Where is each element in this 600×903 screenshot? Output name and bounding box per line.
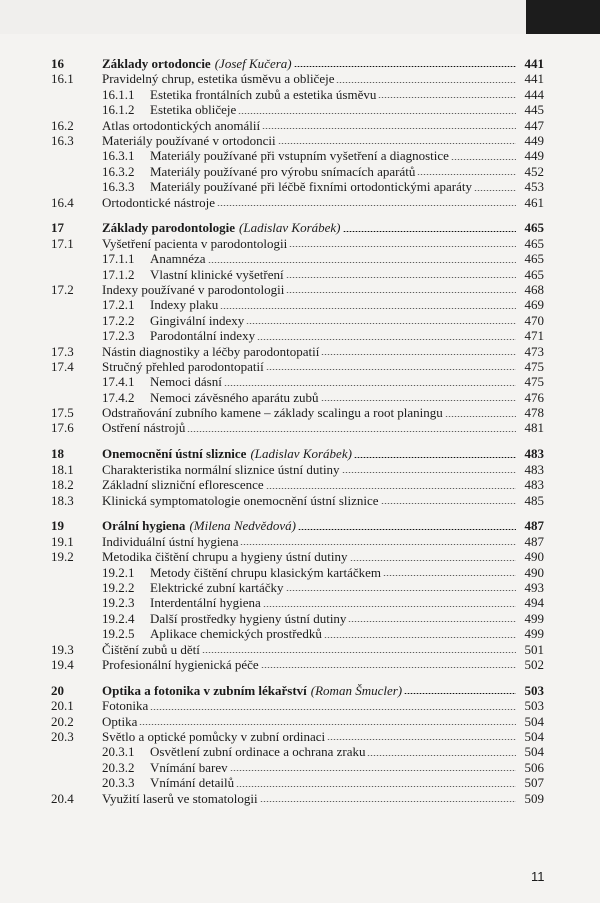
toc-number: 16.3 [51, 132, 74, 148]
dot-leader [246, 323, 516, 324]
toc-entry-body [102, 297, 544, 312]
toc-entry-body [102, 744, 544, 759]
dot-leader [266, 369, 516, 370]
toc-author: (Milena Nedvědová) [189, 518, 296, 534]
dot-leader [202, 652, 516, 653]
toc-entry-body [102, 611, 544, 626]
toc-entry-body [102, 714, 544, 729]
toc-title: Materiály používané při vstupním vyšetření a diagnostice [150, 148, 449, 164]
toc-subsection-row [0, 102, 600, 117]
toc-page-number: 452 [524, 163, 544, 179]
dot-leader [343, 231, 516, 232]
toc-number: 16 [51, 56, 64, 71]
toc-page-number: 481 [524, 420, 544, 436]
dot-leader [383, 575, 516, 576]
toc-page-number: 483 [524, 477, 544, 493]
toc-page-number: 475 [524, 358, 544, 374]
toc-entry-body [102, 359, 544, 374]
toc-subsection-row [0, 164, 600, 179]
dot-leader [324, 637, 516, 638]
toc-title: Materiály používané v ortodoncii [102, 132, 276, 148]
toc-entry-body [102, 580, 544, 595]
toc-number: 17.6 [51, 420, 74, 436]
toc-page-number: 490 [524, 549, 544, 565]
toc-subsection-row [0, 374, 600, 389]
toc-page-number: 475 [524, 374, 544, 390]
dot-leader [321, 400, 516, 401]
toc-subsection-row [0, 760, 600, 775]
toc-author: (Roman Šmucler) [310, 682, 403, 698]
toc-subsection-row [0, 744, 600, 759]
toc-page-number: 473 [524, 343, 544, 359]
toc-entry-body [102, 683, 544, 698]
toc-number: 17 [51, 220, 64, 236]
toc-entry-body [102, 87, 544, 102]
toc-entry-body [102, 698, 544, 713]
dot-leader [381, 503, 516, 504]
toc-entry-body [102, 133, 544, 148]
toc-author: (Ladislav Korábek) [239, 220, 341, 236]
toc-subsection-row [0, 595, 600, 610]
dot-leader [236, 786, 516, 787]
toc-section-row [0, 344, 600, 359]
toc-subsection-row [0, 390, 600, 405]
toc-title: Nemoci dásní [150, 374, 222, 390]
toc-entry-body [102, 220, 544, 235]
toc-entry-body [102, 549, 544, 564]
toc-title: Optika [102, 713, 138, 729]
toc-number: 17.3 [51, 343, 74, 359]
toc-title: Orální hygiena [102, 518, 186, 534]
toc-number: 17.1 [51, 235, 74, 251]
toc-page-number: 453 [524, 179, 544, 195]
dot-leader [350, 560, 516, 561]
toc-entry-body [102, 313, 544, 328]
toc-section-row [0, 657, 600, 672]
toc-number: 18.3 [51, 492, 74, 508]
toc-entry-body [102, 251, 544, 266]
toc-section-row [0, 118, 600, 133]
toc-page-number: 465 [524, 266, 544, 282]
toc-title: Stručný přehled parodontopatií [102, 358, 264, 374]
toc-title: Základy parodontologie [102, 220, 236, 236]
dot-leader [262, 128, 516, 129]
toc-entry-body [102, 282, 544, 297]
toc-subnumber: 16.3.1 [102, 148, 135, 164]
toc-title: Vnímání barev [150, 759, 228, 775]
dot-leader [187, 431, 516, 432]
toc-title: Vyšetření pacienta v parodontologii [102, 235, 288, 251]
toc-number: 19.1 [51, 533, 74, 549]
toc-entry-body [102, 565, 544, 580]
toc-entry-body [102, 729, 544, 744]
dot-leader [220, 308, 516, 309]
toc-entry-body [102, 374, 544, 389]
toc-section-row [0, 477, 600, 492]
dot-leader [286, 590, 516, 591]
dot-leader [261, 667, 516, 668]
toc-entry-body [102, 179, 544, 194]
toc-page-number: 461 [524, 194, 544, 210]
toc-subsection-row [0, 775, 600, 790]
toc-entry-body [102, 328, 544, 343]
toc-number: 20.1 [51, 698, 74, 714]
toc-subsection-row [0, 580, 600, 595]
corner-thumb-tab [526, 0, 600, 34]
toc-number: 20 [51, 682, 64, 698]
toc-title: Světlo a optické pomůcky v zubní ordinaci [102, 729, 326, 745]
toc-number: 17.4 [51, 358, 74, 374]
toc-chapter-row [0, 518, 600, 533]
toc-title: Optika a fotonika v zubním lékařství [102, 682, 307, 698]
toc-entry-body [102, 760, 544, 775]
toc-subsection-row [0, 179, 600, 194]
dot-leader [367, 755, 516, 756]
dot-leader [286, 277, 516, 278]
toc-title: Základy ortodoncie [102, 56, 211, 71]
toc-subnumber: 17.2.2 [102, 312, 135, 328]
toc-page-number: 441 [524, 56, 544, 71]
toc-title: Ortodontické nástroje [102, 194, 215, 210]
toc-entry-body [102, 595, 544, 610]
toc-title: Onemocnění ústní sliznice [102, 446, 247, 462]
toc-subsection-row [0, 148, 600, 163]
dot-leader [348, 621, 516, 622]
toc-title: Další prostředky hygieny ústní dutiny [150, 610, 347, 626]
toc-page-number: 501 [524, 641, 544, 657]
toc-title: Pravidelný chrup, estetika úsměvu a obličeje [102, 71, 335, 87]
toc-subsection-row [0, 626, 600, 641]
toc-number: 19 [51, 518, 64, 534]
toc-subsection-row [0, 611, 600, 626]
toc-page-number: 478 [524, 405, 544, 421]
toc-section-row [0, 729, 600, 744]
dot-leader [342, 472, 516, 473]
toc-section-row [0, 71, 600, 86]
toc-title: Estetika obličeje [150, 102, 237, 118]
toc-page-number: 502 [524, 656, 544, 672]
toc-number: 19.2 [51, 549, 74, 565]
toc-entry-body [102, 657, 544, 672]
toc-page-number: 487 [524, 533, 544, 549]
toc-subnumber: 20.3.3 [102, 775, 135, 791]
toc-subsection-row [0, 313, 600, 328]
toc-entry-body [102, 236, 544, 251]
toc-section-row [0, 405, 600, 420]
toc-section-row [0, 549, 600, 564]
toc-entry-body [102, 518, 544, 533]
table-of-contents [0, 56, 600, 806]
dot-leader [294, 66, 516, 67]
toc-page-number: 493 [524, 580, 544, 595]
toc-page-number: 444 [524, 86, 544, 102]
toc-title: Vnímání detailů [150, 775, 235, 791]
toc-section-row [0, 714, 600, 729]
toc-page-number: 490 [524, 564, 544, 580]
toc-number: 17.5 [51, 405, 74, 421]
toc-subnumber: 20.3.2 [102, 759, 135, 775]
toc-title: Atlas ortodontických anomálií [102, 117, 261, 133]
toc-entry-body [102, 344, 544, 359]
toc-subnumber: 17.1.1 [102, 251, 135, 267]
toc-subnumber: 19.2.1 [102, 564, 135, 580]
toc-page-number: 465 [524, 251, 544, 267]
toc-entry-body [102, 102, 544, 117]
toc-page-number: 485 [524, 492, 544, 508]
toc-page-number: 469 [524, 297, 544, 313]
toc-page-number: 504 [524, 729, 544, 745]
toc-page-number: 476 [524, 389, 544, 405]
toc-entry-body [102, 462, 544, 477]
toc-page-number: 499 [524, 626, 544, 642]
toc-subnumber: 17.2.3 [102, 328, 135, 344]
dot-leader [257, 339, 516, 340]
toc-number: 20.2 [51, 713, 74, 729]
toc-page-number: 471 [524, 328, 544, 344]
toc-title: Anamnéza [150, 251, 206, 267]
toc-entry-body [102, 267, 544, 282]
toc-number: 18.2 [51, 477, 74, 493]
toc-section-row [0, 282, 600, 297]
dot-leader [260, 801, 516, 802]
dot-leader [354, 457, 516, 458]
toc-entry-body [102, 148, 544, 163]
dot-leader [378, 97, 516, 98]
toc-page-number: 494 [524, 595, 544, 611]
dot-leader [266, 488, 516, 489]
toc-entry-body [102, 420, 544, 435]
toc-page-number: 499 [524, 610, 544, 626]
toc-title: Charakteristika normální sliznice ústní dutiny [102, 461, 340, 477]
toc-page-number: 449 [524, 148, 544, 164]
toc-entry-body [102, 390, 544, 405]
toc-title: Indexy plaku [150, 297, 219, 313]
toc-title: Materiály používané při léčbě fixními ortodontickými aparáty [150, 179, 473, 195]
toc-title: Elektrické zubní kartáčky [150, 580, 284, 595]
toc-title: Využití laserů ve stomatologii [102, 790, 258, 806]
toc-subsection-row [0, 251, 600, 266]
top-margin-strip [0, 0, 600, 34]
toc-title: Základní slizniční eflorescence [102, 477, 264, 493]
toc-page-number: 468 [524, 281, 544, 297]
toc-page-number: 465 [524, 235, 544, 251]
dot-leader [278, 143, 516, 144]
toc-section-row [0, 359, 600, 374]
toc-page-number: 483 [524, 446, 544, 462]
toc-author: (Ladislav Korábek) [250, 446, 352, 462]
toc-number: 16.1 [51, 71, 74, 87]
dot-leader [139, 724, 516, 725]
toc-entry-body [102, 164, 544, 179]
toc-number: 20.4 [51, 790, 74, 806]
dot-leader [298, 529, 516, 530]
toc-entry-body [102, 534, 544, 549]
toc-section-row [0, 698, 600, 713]
toc-page-number: 487 [524, 518, 544, 534]
toc-entry-body [102, 195, 544, 210]
dot-leader [336, 82, 516, 83]
toc-entry-body [102, 626, 544, 641]
dot-leader [451, 159, 516, 160]
toc-number: 20.3 [51, 729, 74, 745]
toc-subnumber: 16.3.3 [102, 179, 135, 195]
toc-section-row [0, 462, 600, 477]
toc-subnumber: 17.4.2 [102, 389, 135, 405]
dot-leader [289, 246, 516, 247]
toc-entry-body [102, 642, 544, 657]
toc-title: Nástin diagnostiky a léčby parodontopatií [102, 343, 320, 359]
toc-subnumber: 16.3.2 [102, 163, 135, 179]
dot-leader [240, 544, 516, 545]
toc-title: Vlastní klinické vyšetření [150, 266, 284, 282]
toc-number: 19.3 [51, 641, 74, 657]
toc-chapter-row [0, 220, 600, 235]
toc-entry-body [102, 477, 544, 492]
toc-chapter-row [0, 56, 600, 71]
dot-leader [208, 262, 516, 263]
toc-chapter-row [0, 446, 600, 461]
toc-entry-body [102, 56, 544, 71]
toc-page-number: 465 [524, 220, 544, 236]
toc-number: 16.4 [51, 194, 74, 210]
toc-title: Metodika čištění chrupu a hygieny ústní dutiny [102, 549, 348, 565]
toc-entry-body [102, 118, 544, 133]
toc-title: Odstraňování zubního kamene – základy scalingu a root planingu [102, 405, 443, 421]
dot-leader [321, 354, 516, 355]
toc-page-number: 509 [524, 790, 544, 806]
toc-title: Čištění zubů u dětí [102, 641, 200, 657]
toc-section-row [0, 534, 600, 549]
toc-page-number: 449 [524, 132, 544, 148]
toc-subnumber: 17.1.2 [102, 266, 135, 282]
dot-leader [238, 113, 516, 114]
toc-subsection-row [0, 297, 600, 312]
toc-subnumber: 16.1.2 [102, 102, 135, 118]
toc-subnumber: 17.2.1 [102, 297, 135, 313]
toc-section-row [0, 493, 600, 508]
toc-number: 18 [51, 446, 64, 462]
toc-title: Indexy používané v parodontologii [102, 281, 285, 297]
toc-page-number: 441 [524, 71, 544, 87]
toc-number: 17.2 [51, 281, 74, 297]
page-number: 11 [531, 869, 545, 884]
toc-page-number: 503 [524, 698, 544, 714]
toc-number: 18.1 [51, 461, 74, 477]
toc-subsection-row [0, 87, 600, 102]
toc-title: Materiály používané pro výrobu snímacích aparátů [150, 163, 416, 179]
toc-subnumber: 19.2.4 [102, 610, 135, 626]
toc-title: Interdentální hygiena [150, 595, 261, 611]
toc-author: (Josef Kučera) [214, 56, 292, 71]
toc-entry-body [102, 791, 544, 806]
toc-title: Osvětlení zubní ordinace a ochrana zraku [150, 744, 366, 760]
toc-page-number: 447 [524, 117, 544, 133]
toc-title: Parodontální indexy [150, 328, 256, 344]
dot-leader [224, 385, 516, 386]
toc-page-number: 445 [524, 102, 544, 118]
dot-leader [230, 770, 516, 771]
toc-title: Fotonika [102, 698, 149, 714]
toc-subnumber: 17.4.1 [102, 374, 135, 390]
toc-section-row [0, 420, 600, 435]
toc-title: Estetika frontálních zubů a estetika úsměvu [150, 86, 377, 102]
toc-entry-body [102, 775, 544, 790]
toc-entry-body [102, 71, 544, 86]
toc-title: Individuální ústní hygiena [102, 533, 239, 549]
toc-title: Metody čištění chrupu klasickým kartáčkem [150, 564, 382, 580]
toc-entry-body [102, 405, 544, 420]
toc-subsection-row [0, 267, 600, 282]
toc-page-number: 503 [524, 682, 544, 698]
dot-leader [327, 739, 516, 740]
toc-section-row [0, 642, 600, 657]
toc-page-number: 504 [524, 713, 544, 729]
toc-number: 19.4 [51, 656, 74, 672]
toc-subsection-row [0, 565, 600, 580]
toc-title: Nemoci závěsného aparátu zubů [150, 389, 319, 405]
toc-page-number: 506 [524, 759, 544, 775]
toc-page-number: 483 [524, 461, 544, 477]
toc-entry-body [102, 446, 544, 461]
dot-leader [474, 190, 516, 191]
toc-entry-body [102, 493, 544, 508]
dot-leader [417, 174, 516, 175]
toc-page-number: 470 [524, 312, 544, 328]
toc-page-number: 504 [524, 744, 544, 760]
toc-subnumber: 20.3.1 [102, 744, 135, 760]
dot-leader [263, 606, 516, 607]
toc-title: Ostření nástrojů [102, 420, 186, 436]
toc-section-row [0, 195, 600, 210]
toc-section-row [0, 133, 600, 148]
toc-chapter-row [0, 683, 600, 698]
toc-section-row [0, 791, 600, 806]
toc-subnumber: 16.1.1 [102, 86, 135, 102]
toc-title: Klinická symptomatologie onemocnění ústní sliznice [102, 492, 379, 508]
dot-leader [445, 416, 516, 417]
toc-page-number: 507 [524, 775, 544, 791]
toc-title: Gingivální indexy [150, 312, 245, 328]
toc-title: Profesionální hygienická péče [102, 656, 259, 672]
toc-number: 16.2 [51, 117, 74, 133]
toc-title: Aplikace chemických prostředků [150, 626, 322, 642]
dot-leader [404, 693, 516, 694]
dot-leader [150, 709, 516, 710]
toc-subsection-row [0, 328, 600, 343]
toc-subnumber: 19.2.2 [102, 580, 135, 595]
dot-leader [286, 292, 516, 293]
toc-subnumber: 19.2.5 [102, 626, 135, 642]
toc-subnumber: 19.2.3 [102, 595, 135, 611]
toc-section-row [0, 236, 600, 251]
dot-leader [217, 205, 516, 206]
